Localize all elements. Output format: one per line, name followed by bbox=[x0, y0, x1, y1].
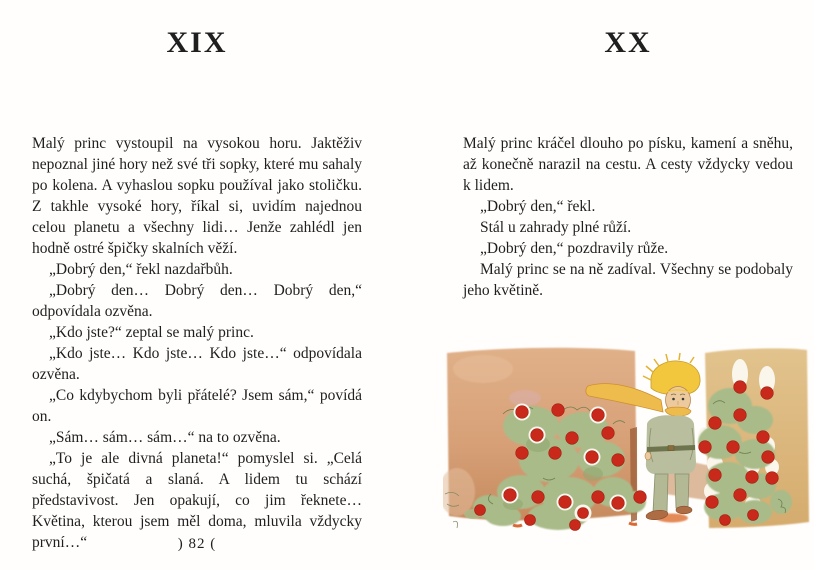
paragraph: „To je ale divná planeta!“ pomyslel si. „Celá suchá, špičatá a slaná. A lidem tu schází představivost. Jen opakují, co jim řeknete… Květina, kterou jsem měl doma, mluvila vždycky první…“ bbox=[32, 450, 362, 551]
paragraph: Stál u zahrady plné růží. bbox=[480, 219, 632, 236]
paragraph: Malý princ kráčel dlouho po písku, kamení a sněhu, až konečně narazil na cestu. A cesty vždycky vedou k lidem. bbox=[463, 135, 793, 194]
hand-behind-back bbox=[645, 452, 651, 460]
paragraph: „Co kdybychom byli přátelé? Jsem sám,“ povídá on. bbox=[32, 387, 362, 425]
belt-buckle bbox=[668, 446, 674, 451]
paragraph: „Kdo jste?“ zeptal se malý princ. bbox=[49, 324, 254, 341]
paragraph: Malý princ vystoupil na vysokou horu. Jaktěživ nepoznal jiné hory než své tři sopky, které mu sahaly po kolena. A vyhaslou sopku používal jako stoličku. Z takhle vysoké hory, říkal si, uvidím najednou celou planetu a všechny lidi… Jenže zahlédl jen hodně ostré špičky skalních věží. bbox=[32, 135, 362, 257]
paragraph: „Dobrý den… Dobrý den… Dobrý den,“ odpovídala ozvěna. bbox=[32, 282, 362, 320]
paragraph: „Kdo jste… Kdo jste… Kdo jste…“ odpovídala ozvěna. bbox=[32, 345, 362, 383]
paragraph: „Sám… sám… sám…“ na to ozvěna. bbox=[49, 429, 281, 446]
chapter-heading-left: XIX bbox=[166, 26, 228, 59]
scarf-neck bbox=[665, 407, 691, 416]
prince-robe bbox=[646, 415, 696, 474]
page-number: ) 82 ( bbox=[177, 536, 217, 552]
paragraph: „Dobrý den,“ řekl. bbox=[480, 198, 596, 215]
paragraph: „Dobrý den,“ pozdravily růže. bbox=[480, 240, 669, 257]
paragraph: „Dobrý den,“ řekl nazdařbůh. bbox=[49, 261, 233, 278]
chapter-heading-right: XX bbox=[604, 26, 652, 59]
rose-garden-illustration bbox=[443, 344, 810, 538]
paragraph: Malý princ se na ně zadíval. Všechny se podobaly jeho květině. bbox=[463, 261, 793, 299]
chapter-text-right bbox=[463, 133, 793, 301]
chapter-text-left bbox=[32, 133, 362, 553]
